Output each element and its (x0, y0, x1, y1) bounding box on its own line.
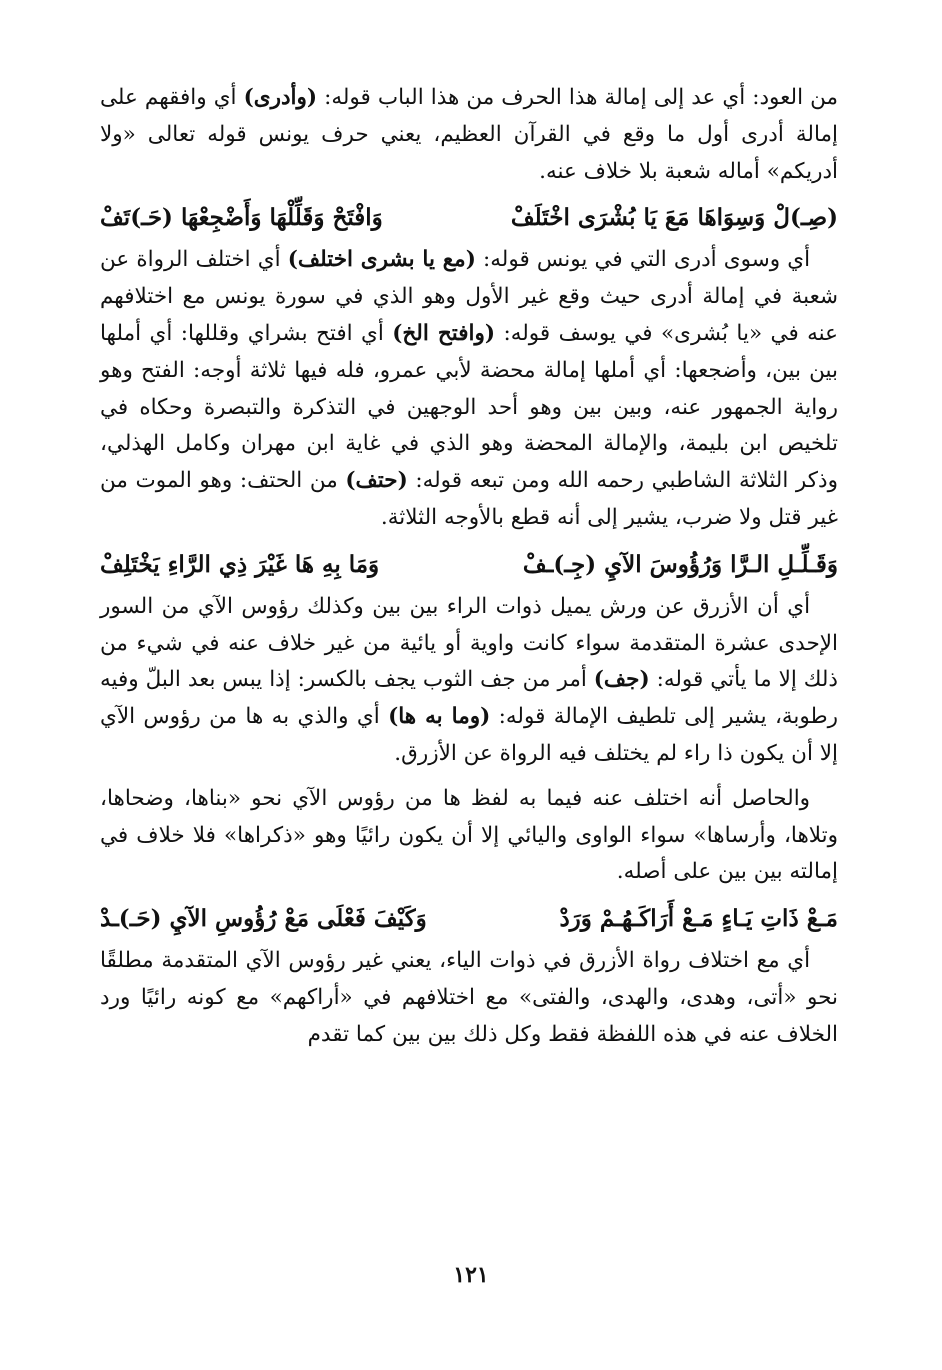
page-number: ١٢١ (453, 1262, 489, 1288)
verse-second-hemistich: وَكَيْفَ فَعْلَى مَعْ رُؤُوسِ الآيِ (حَـ)ـدْ (100, 905, 427, 933)
paragraph-text: أمر من جف الثوب يجف بالكسر: إذا يبس بعد البلّ وفيه رطوبة، يشير إلى تلطيف الإمالة قوله: (100, 667, 838, 730)
verse-first-hemistich: (صِـ)لْ وَسِوَاهَا مَعَ يَا بُشْرَى اخْتَلَفْ (510, 204, 838, 232)
paragraph-text: والحاصل أنه اختلف عنه فيما به لفظ ها من رؤوس الآي نحو «بناها، وضحاها، وتلاها، وأرساها» سواء الواوى واليائي إلا أن يكون رائيًا وهو «ذكراها» فلا خلاف في إمالته بين بين على أصله. (100, 785, 839, 885)
quoted-term: (وافتح الخ) (392, 320, 496, 346)
quoted-term: (جف) (593, 667, 650, 693)
verse-line-1 (100, 198, 838, 238)
quoted-term: (حتف) (345, 468, 408, 494)
paragraph-4 (100, 781, 838, 891)
paragraph-1 (100, 80, 838, 190)
quoted-term: (وأدرى) (243, 85, 318, 110)
paragraph-text: من العود: أي عد إلى إمالة هذا الحرف من هذا الباب قوله: (317, 85, 838, 110)
paragraph-text: أي وافقهم على إمالة أدرى أول ما وقع في القرآن العظيم، يعني حرف يونس قوله تعالى «ولا أدريكم» أماله شعبة بلا خلاف عنه. (100, 85, 838, 184)
paragraph-text: من الحتف: وهو الموت من غير قتل ولا ضرب، يشير إلى أنه قطع بالأوجه الثلاثة. (100, 468, 838, 530)
paragraph-text: أي وسوى أدرى التي في يونس قوله: (475, 247, 811, 273)
paragraph-text: أي اختلف الرواة عن شعبة في إمالة أدرى حيث وقع غير الأول وهو الذي في سورة يونس مع اختلافهم عنه في «يا بُشرى» في يوسف قوله: (100, 247, 838, 346)
paragraph-text: أي افتح بشراي وقللها: أي أملها بين بين، وأضجعها: أي أملها إمالة محضة لأبي عمرو، فله فيها ثلاثة أوجه: الفتح وهو رواية الجمهور عنه، وبين بين وهو أحد الوجهين في التذكرة والتبصرة وحكاه في تلخيص ابن بليمة، والإمالة المحضة وهو الذي في غاية ابن مهران وكامل الهذلي، وذكر الثلاثة الشاطبي رحمه الله ومن تبعه قوله: (100, 320, 838, 494)
verse-second-hemistich: وَمَا بِهِ هَا غَيْرَ ذِي الرَّاءِ يَخْتَلِفْ (100, 550, 380, 578)
paragraph-text: أي مع اختلاف رواة الأزرق في ذوات الياء، يعني غير رؤوس الآي المتقدمة مطلقًا نحو «أتى، وهدى، والهدى، والفتى» مع اختلافهم في «أراكهم» مع كونه رائيًا ورد الخلاف عنه في هذه اللفظة فقط وكل ذلك بين بين كما تقدم (100, 948, 838, 1047)
paragraph-text: أي أن الأزرق عن ورش يميل ذوات الراء بين بين وكذلك رؤوس الآي من السور الإحدى عشرة المتقدمة سواء كانت واوية أو يائية من غير خلاف عنه في شيء من ذلك إلا ما يأتي قوله: (100, 593, 838, 693)
paragraph-3 (100, 589, 838, 773)
paragraph-5 (100, 943, 838, 1053)
verse-first-hemistich: مَـعْ ذَاتِ يَـاءٍ مَـعْ أَرَاكَـهُـمْ وَرَدْ (559, 905, 838, 933)
paragraph-text: أي والذي به ها من رؤوس الآي إلا أن يكون ذا راء لم يختلف فيه الرواة عن الأزرق. (100, 704, 838, 766)
verse-line-3 (100, 899, 838, 939)
verse-line-2 (100, 545, 838, 585)
page-body (100, 80, 838, 1062)
quoted-term: (وما به ها) (388, 704, 491, 730)
verse-first-hemistich: وَقَـلِّـلِ الـرَّا وَرُؤُوسَ الآيِ (جِـ)ـفْ (522, 550, 838, 578)
paragraph-2 (100, 242, 838, 536)
verse-second-hemistich: وَافْتَحْ وَقَلِّلْهَا وَأَضْجِعْهَا (حَـ)تَفْ (100, 204, 383, 232)
quoted-term: (مع يا بشرى اختلف) (287, 247, 476, 273)
